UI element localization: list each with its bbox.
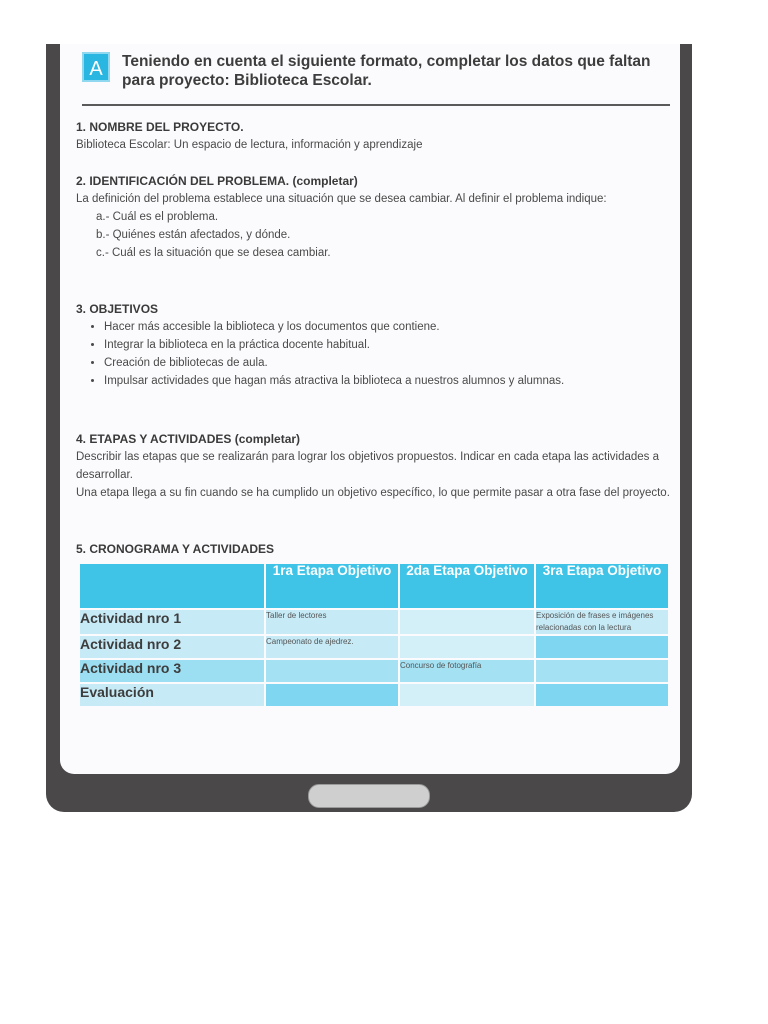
problem-item-b: b.- Quiénes están afectados, y dónde. bbox=[96, 229, 291, 241]
row-label: Evaluación bbox=[79, 683, 265, 707]
problem-item-c: c.- Cuál es la situación que se desea cambiar. bbox=[96, 247, 331, 259]
section-2 bbox=[76, 172, 676, 262]
table-header-row bbox=[79, 563, 669, 609]
worksheet bbox=[60, 44, 680, 774]
table-cell[interactable] bbox=[399, 635, 535, 659]
problem-item-a: a.- Cuál es el problema. bbox=[96, 211, 219, 223]
table-row bbox=[79, 659, 669, 683]
table-cell[interactable]: Campeonato de ajedrez. bbox=[265, 635, 399, 659]
section-3 bbox=[76, 300, 676, 390]
objective-item: • Impulsar actividades que hagan más atractiva la biblioteca a nuestros alumnos y alumnas. bbox=[104, 372, 676, 390]
divider bbox=[82, 104, 670, 106]
section-3-heading: 3. OBJETIVOS bbox=[76, 302, 159, 316]
objectives-list bbox=[76, 318, 676, 390]
header-corner bbox=[79, 563, 265, 609]
column-header: 3ra Etapa Objetivo bbox=[535, 563, 669, 609]
table-cell[interactable]: Exposición de frases e imágenes relacionadas con la lectura bbox=[535, 609, 669, 635]
section-2-heading: 2. IDENTIFICACIÓN DEL PROBLEMA. (completar) bbox=[76, 174, 358, 188]
section-5-heading: 5. CRONOGRAMA Y ACTIVIDADES bbox=[76, 542, 275, 556]
section-1 bbox=[76, 118, 676, 154]
section-4-heading: 4. ETAPAS Y ACTIVIDADES (completar) bbox=[76, 432, 301, 446]
table-cell[interactable] bbox=[399, 609, 535, 635]
table-cell[interactable] bbox=[265, 659, 399, 683]
section-4-body-2: Una etapa llega a su fin cuando se ha cumplido un objetivo específico, lo que permite pasar a otra fase del proyecto. bbox=[76, 487, 670, 499]
table-cell[interactable] bbox=[265, 683, 399, 707]
page-title: Teniendo en cuenta el siguiente formato, completar los datos que faltan para proyecto: Biblioteca Escolar. bbox=[122, 53, 651, 89]
column-header: 1ra Etapa Objetivo bbox=[265, 563, 399, 609]
objective-item: • Creación de bibliotecas de aula. bbox=[104, 354, 676, 372]
section-tag: A bbox=[82, 52, 110, 82]
row-label: Actividad nro 2 bbox=[79, 635, 265, 659]
table-cell[interactable]: Taller de lectores bbox=[265, 609, 399, 635]
table-cell[interactable] bbox=[535, 635, 669, 659]
table-cell[interactable] bbox=[535, 659, 669, 683]
table-cell[interactable] bbox=[535, 683, 669, 707]
table-row bbox=[79, 609, 669, 635]
section-2-body: La definición del problema establece una situación que se desea cambiar. Al definir el problema indique: bbox=[76, 193, 607, 205]
table-row bbox=[79, 683, 669, 707]
table-cell[interactable]: Concurso de fotografía bbox=[399, 659, 535, 683]
objective-item: • Integrar la biblioteca en la práctica docente habitual. bbox=[104, 336, 676, 354]
table-cell[interactable] bbox=[399, 683, 535, 707]
section-5-heading-wrap bbox=[76, 540, 676, 558]
objective-item: • Hacer más accesible la biblioteca y los documentos que contiene. bbox=[104, 318, 676, 336]
home-button[interactable] bbox=[308, 784, 430, 808]
section-1-heading: 1. NOMBRE DEL PROYECTO. bbox=[76, 120, 244, 134]
row-label: Actividad nro 1 bbox=[79, 609, 265, 635]
section-4-body-1: Describir las etapas que se realizarán para lograr los objetivos propuestos. Indicar en cada etapa las actividades a desarrollar. bbox=[76, 451, 659, 481]
table-row bbox=[79, 635, 669, 659]
section-4 bbox=[76, 430, 676, 502]
section-1-body: Biblioteca Escolar: Un espacio de lectura, información y aprendizaje bbox=[76, 139, 423, 151]
schedule-table bbox=[78, 562, 670, 708]
column-header: 2da Etapa Objetivo bbox=[399, 563, 535, 609]
row-label: Actividad nro 3 bbox=[79, 659, 265, 683]
